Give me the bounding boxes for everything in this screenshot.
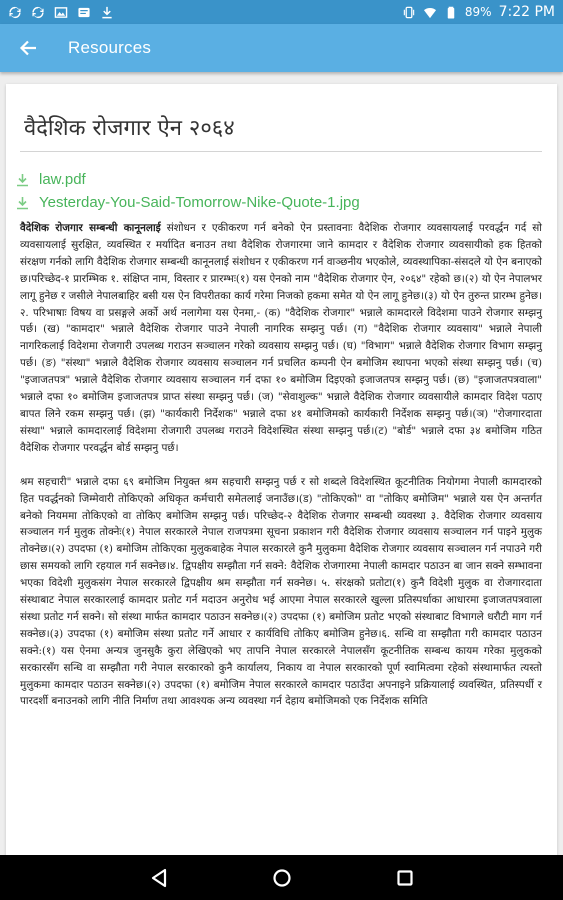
- nav-recents-button[interactable]: [391, 864, 419, 892]
- document-title: वैदेशिक रोजगार ऐन २०६४: [24, 116, 235, 141]
- divider: [20, 151, 542, 152]
- paragraph-text: श्रम सहचारी" भन्नाले दफा ६९ बमोजिम नियुक्त श्रम सहचारी सम्झनु पर्छ र सो शब्दले विदेशस्थित कूटनीतिक नियोगमा नेपाली कामदारको हित पवर्द्धनको जिम्मेवारी तोकिएको अधिकृत कर्मचारी समेतलाई जनाउँछ।(ड) "तोकिएको" वा "तोकिए बमोजिम" भन्नाले यस ऐन अन्तर्गत बनेको नियममा तोकिएको वा तोकिए बमोजिम सम्झनु पर्छ। परिच्छेद-२ वैदेशिक रोजगार सम्बन्धी व्यवस्था ३. वैदेशिक रोजगार व्यवसाय सञ्चालन गर्न मुलुक तोक्नेः(१) नेपाल सरकारले नेपाल राजपत्रमा सूचना प्रकाशन गरी वैदेशिक रोजगार व्यवसाय सञ्चालन गर्न पाइने मुलुक तोक्नेछ।(२) उपदफा (१) बमोजिम तोकिएका मुलुकबाहेक नेपाल सरकारले कुनै मुलुकमा वैदेशिक रोजगार व्यवसाय सञ्चालन गर्न नपाउने गरी छास समयको लागि रहयाल गर्न सक्नेछ।४. द्विपक्षीय सम्झौता गर्न सक्ने: वैदेशिक रोजगारमा नेपाली कामदार पठाउन बा जान सक्ने सम्भावना भएका विदेशी मुलुकसंग नेपाल सरकारले द्विपक्षीय श्रम सम्झौता गर्न सक्नेछ। ५. संरक्षको प्रतोटा(१) कुनै विदेशी मुलुक वा रोजगारदाता संस्थाबाट नेपाल सरकारलाई कामदार प्रतोट गर्न मदाउन अनुरोध भई आएमा नेपाल सरकारले खुल्ला प्रतिस्पर्धाका आधारमा इजाजतपत्रवाला संस्था प्रतोट गर्न सक्ने। सो संस्था मार्फत कामदार पठाउन सक्नेछ।(२) उपदफा (१) बमोजिम प्रतोट भएको संस्थाबाट विभागले धरौटी माग गर्न सक्नेछ।(३) उपदफा (१) बमोजिम संस्था प्रतोट गर्ने आधार र कार्यविधि तोकिए बमोजिम हुनेछ।६. सन्धि वा सम्झौता गरी कामदार पठाउन सक्ने:(१) यस ऐनमा अन्यत्र जुनसुकै कुरा लेखिएको भए तापनि नेपाल सरकारले नेपालसँग कूटनीतिक सम्बन्ध कायम गरेका मुलुकको सरकारसँग सन्धि वा सम्झौता गरी नेपाल सरकारको कुनै कार्यालय, निकाय वा नेपाल सरकारको पूर्ण स्वामित्वमा रहेको संस्थामार्फत त्यस्तो मुलुकमा कामदार पठाउन सक्नेछ।(२) उपदफा (१) बमोजिम नेपाल सरकारले कामदार पठाउँदा अपनाइने प्रक्रियालाई व्यवस्थित, प्रतिस्पर्धी र पारदर्शी बनाउनको लागि नीति निर्माण तथा आवश्यक अन्य व्यवस्था गर्न देहाय बमोजिमको एक निर्देशक समिति: [20, 475, 543, 708]
- back-triangle-icon: [150, 868, 168, 888]
- sync-icon: [8, 6, 22, 19]
- vibrate-icon: [402, 6, 416, 19]
- battery-percent: 89%: [464, 5, 492, 19]
- download-icon: [16, 196, 29, 210]
- arrow-back-icon: [19, 40, 37, 56]
- resource-card: [6, 84, 557, 855]
- attachment-pdf[interactable]: [16, 168, 360, 191]
- attachment-name: law.pdf: [39, 171, 86, 188]
- attachment-jpg[interactable]: [16, 191, 360, 214]
- recents-square-icon: [396, 869, 414, 887]
- notification-icons: [8, 6, 114, 19]
- content-scroll[interactable]: [0, 72, 563, 855]
- image-icon: [54, 6, 68, 19]
- wifi-icon: [423, 6, 437, 19]
- message-icon: [77, 6, 91, 19]
- download-icon: [100, 6, 114, 19]
- home-circle-icon: [272, 868, 292, 888]
- attachment-name: Yesterday-You-Said-Tomorrow-Nike-Quote-1.jpg: [39, 194, 360, 211]
- nav-back-button[interactable]: [145, 864, 173, 892]
- clock: 7:22 PM: [498, 4, 555, 20]
- battery-icon: [444, 6, 458, 19]
- sync-icon: [31, 6, 45, 19]
- status-bar: [0, 0, 563, 24]
- app-bar: [0, 24, 563, 72]
- back-button[interactable]: [0, 24, 56, 72]
- nav-home-button[interactable]: [268, 864, 296, 892]
- screen-title: Resources: [68, 38, 152, 57]
- attachment-list: [16, 168, 360, 214]
- paragraph-text: संशोधन र एकीकरण गर्न बनेको ऐन प्रस्तावनाः वैदेशिक रोजगार व्यवसायलाई परवर्द्धन गर्द सो व्यवसायलाई सुरक्षित, व्यवस्थित र मर्यादित बनाउन तथा वैदेशिक रोजगारमा जाने कामदार र वैदेशिक रोजगार व्यवसायीको हक हितको संरक्षण गर्नको लागि वैदेशिक रोजगार सम्बन्धी कानूनलाई संशोधन र एकीकरण गर्न वाञ्छनीय भएकोले, व्यवस्थापिका-संसदले यो ऐन बनाएको छ।परिच्छेद-१ प्रारम्भिक १. संक्षिप्त नाम, विस्तार र प्रारम्भः(१) यस ऐनको नाम "वैदेशिक रोजगार ऐन, २०६४" रहेको छ।(२) यो ऐन नेपालभर लागू हुनेछ र जसीले नेपालबाहिर बसी यस ऐन विपरीतका कार्य गरेमा निजको हकमा समेत यो ऐन लागू हुनेछ।(३) यो ऐन तुरुन्त प्रारम्भ हुनेछ। २. परिभाषाः विषय वा प्रसङ्गले अर्को अर्थ नलागेमा यस ऐनमा,- (क) "वैदेशिक रोजगार" भन्नाले कामदारले विदेशमा पाउने रोजगार सम्झनु पर्छ। (ख) "कामदार" भन्नाले वैदेशिक रोजगार पाउने नेपाली नागरिक सम्झनु पर्छ। (ग) "वैदेशिक रोजगार व्यवसाय" भन्नाले नेपाली नागरिकलाई विदेशमा रोजगारी उपलब्ध गराउन सञ्चालन गरेको व्यवसाय सम्झनु पर्छ। (घ) "विभाग" भन्नाले वैदेशिक रोजगार विभाग सम्झनु पर्छ। (ङ) "संस्था" भन्नाले वैदेशिक रोजगार व्यवसाय सञ्चालन गर्न प्रचलित कम्पनी ऐन बमोजिम स्थापना भएको संस्था सम्झनु पर्छ। (च) "इजाजतपत्र" भन्नाले वैदेशिक रोजगार व्यवसाय सञ्चालन गर्न दफा १० बमोजिम दिइएको इजाजतपत्र सम्झनु पर्छ। (छ) "इजाजतपत्रवाला" भन्नाले दफा १० बमोजिम इजाजतपत्र प्राप्त संस्था सम्झनु पर्छ। (ज) "सेवाशुल्क" भन्नाले वैदेशिक रोजगार व्यवसायीले कामदार विदेश पठाए बापत लिने रकम सम्झनु पर्छ। (झ) "कार्यकारी निर्देशक" भन्नाले दफा ४१ बमोजिमको कार्यकारी निर्देशक सम्झनु पर्छ।(ञ) "रोजगारदाता संस्था" भन्नाले कामदारलाई विदेशमा रोजगारी उपलब्ध गराउने विदेशस्थित संस्था सम्झनु पर्छ।(ट) "बोर्ड" भन्नाले दफा ३४ बमोजिम गठित वैदेशिक रोजगार परवर्द्धन बोर्ड सम्झनु पर्छ।: [20, 222, 542, 454]
- document-body: [20, 220, 542, 727]
- intro-bold-text: वैदेशिक रोजगार सम्बन्धी कानूनलाई: [20, 222, 161, 234]
- system-status: [402, 4, 555, 20]
- body-paragraph: [20, 220, 542, 457]
- system-navigation-bar: [0, 855, 563, 900]
- download-icon: [16, 173, 29, 187]
- body-paragraph: [20, 474, 542, 711]
